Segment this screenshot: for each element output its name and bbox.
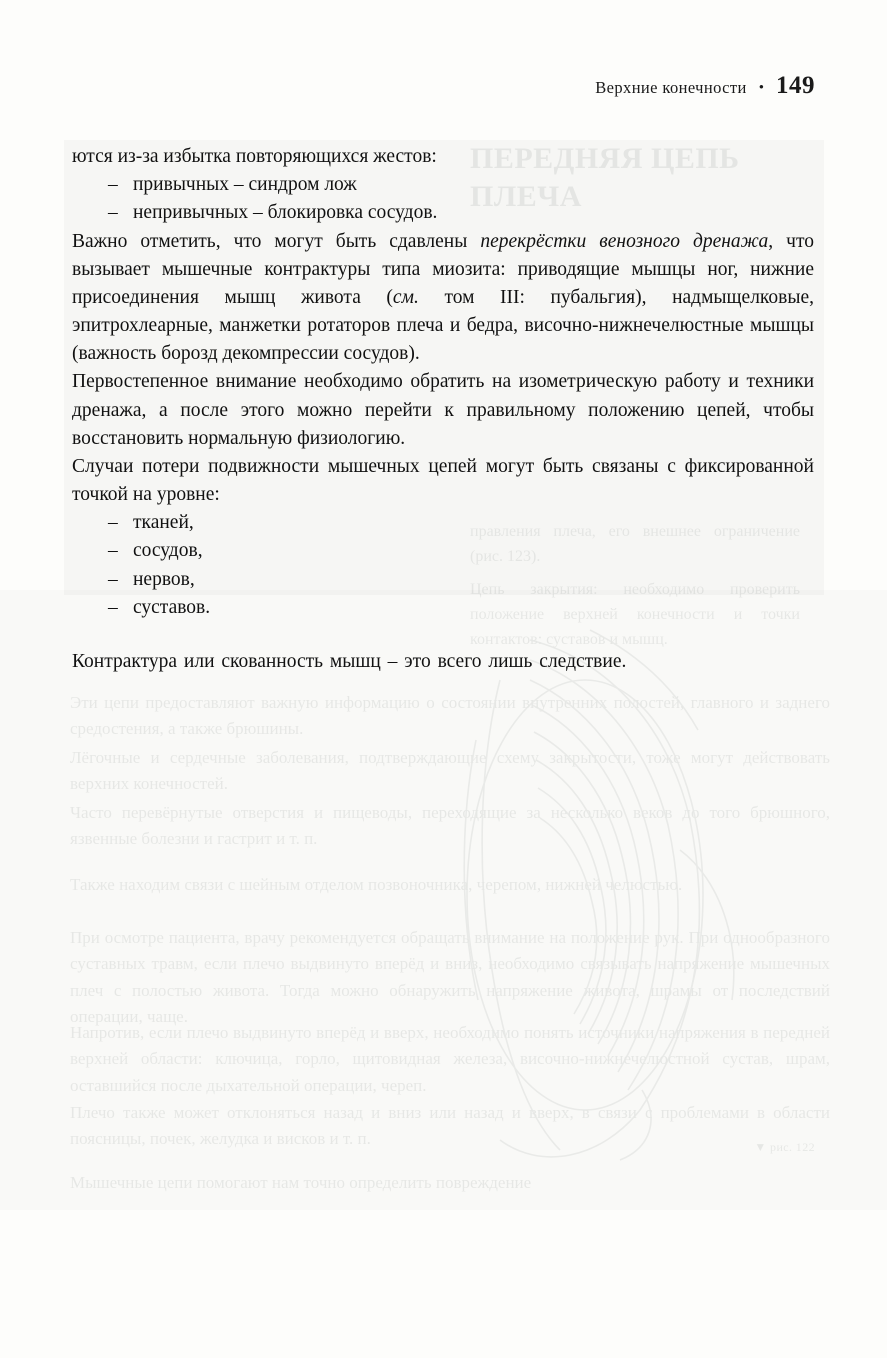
bullet-list-habits — [72, 171, 814, 227]
paragraph-contracture-conclusion: Контрактура или скованность мышц – это всего лишь следствие. — [72, 650, 627, 672]
list-item — [72, 199, 814, 227]
dash-marker-icon: – — [108, 512, 118, 534]
par2-part-c: том III: пубальгия), надмыщелковые, эпитрохлеарные, манжетки ротаторов плеча и бедра, височно-нижнечелюстные мышцы (важность борозд декомпрессии сосудов). — [72, 286, 814, 365]
bleed-through-left-line-2: Лёгочные и сердечные заболевания, подтверждающие схему закрытости, тоже могут действовать верхних конечностей. — [70, 748, 830, 794]
par2-italic-see: см. — [392, 286, 419, 308]
dash-marker-icon: – — [108, 202, 118, 224]
paragraph-isometric-work: Первостепенное внимание необходимо обратить на изометрическую работу и техники дренажа, а после этого можно перейти к правильному положению цепей, чтобы восстановить нормальную физиологию. — [72, 371, 814, 449]
paragraph-venous-crossings — [72, 228, 814, 369]
list-item — [72, 537, 814, 565]
bleed-through-left-line-5: При осмотре пациента, врачу рекомендуется обращать внимание на положение рук. При однообразного суставных травм, если плечо выдвинуто вперёд и вниз, необходимо связывать напряжение мышечных плеч с полостью живота. Тогда можно обнаружить напряжение живота, шрамы от последствий операции, чаще. — [70, 928, 830, 1027]
list-item — [72, 594, 814, 622]
running-head-separator: • — [758, 80, 764, 96]
paragraph-loss-of-mobility: Случаи потери подвижности мышечных цепей могут быть связаны с фиксированной точкой на уровне: — [72, 455, 814, 506]
main-text-block — [72, 143, 814, 676]
bleed-through-right-line-1: правления плеча, его внешнее ограничение (рис. 123). — [470, 523, 800, 565]
page-number: 149 — [776, 72, 815, 99]
bleed-through-left-line-4: Также находим связи с шейным отделом позвоночника, черепом, нижней челюстью. — [70, 875, 683, 894]
list-item-label: нервов, — [133, 568, 195, 590]
scan-shading-lower — [0, 590, 887, 1210]
par2-part-a: Важно отметить, что могут быть сдавлены — [72, 230, 481, 252]
list-item-label: непривычных – блокировка сосудов. — [133, 202, 438, 224]
paragraph-spacer — [72, 622, 814, 648]
list-item-label: суставов. — [133, 596, 211, 618]
dash-marker-icon: – — [108, 174, 118, 196]
par2-part-b: , что вызывает мышечные контрактуры типа миозита: приводящие мышцы ног, нижние присоединения мышц живота ( — [72, 230, 814, 308]
par2-italic-term: перекрёстки венозного дренажа — [480, 230, 769, 252]
bleed-through-right-line-2: Цепь закрытия: необходимо проверить положение верхней конечности и точки контактов: суставов и мышц. — [470, 581, 800, 648]
running-head — [595, 72, 815, 100]
list-item — [72, 171, 814, 199]
dash-marker-icon: – — [108, 568, 118, 590]
list-item-label: тканей, — [133, 512, 194, 534]
bleed-through-left-line-7: Плечо также может отклоняться назад и вниз или назад и вверх, в связи с проблемами в области поясницы, почек, желудка и висков и т. п. — [70, 1103, 830, 1149]
list-item — [72, 566, 814, 594]
bleed-through-anatomy-drawing — [380, 620, 800, 1180]
bleed-through-left-line-6: Напротив, если плечо выдвинуто вперёд и вверх, необходимо понять источники напряжения в передней верхней области: ключица, горло, щитовидная железа, височно-нижнечелюстной сустав, шрам, оставшийся после дыхательной операции, череп. — [70, 1023, 830, 1095]
bullet-list-levels — [72, 509, 814, 622]
list-item-label: привычных – синдром лож — [133, 174, 357, 196]
bleed-through-left-line-8: Мышечные цепи помогают нам точно определить повреждение — [70, 1173, 532, 1192]
bleed-through-left-line-1: Эти цепи предоставляют важную информацию о состоянии внутренних полостей, главного и заднего средостения, а также брюшины. — [70, 693, 830, 739]
list-item-label: сосудов, — [133, 540, 203, 562]
bleed-through-figure-caption: ▼ рис. 122 — [754, 1140, 815, 1154]
dash-marker-icon: – — [108, 596, 118, 618]
bleed-through-heading: ПЕРЕДНЯЯ ЦЕПЬ ПЛЕЧА — [470, 142, 740, 213]
bleed-through-left-line-3: Часто перевёрнутые отверстия и пищеводы, переходящие за несколько веков до того брюшного, язвенные болезни и гастрит и т. п. — [70, 803, 830, 849]
dash-marker-icon: – — [108, 540, 118, 562]
paragraph-continued: ются из-за избытка повторяющихся жестов: — [72, 146, 437, 167]
running-head-title: Верхние конечности — [595, 78, 747, 97]
list-item — [72, 509, 814, 537]
